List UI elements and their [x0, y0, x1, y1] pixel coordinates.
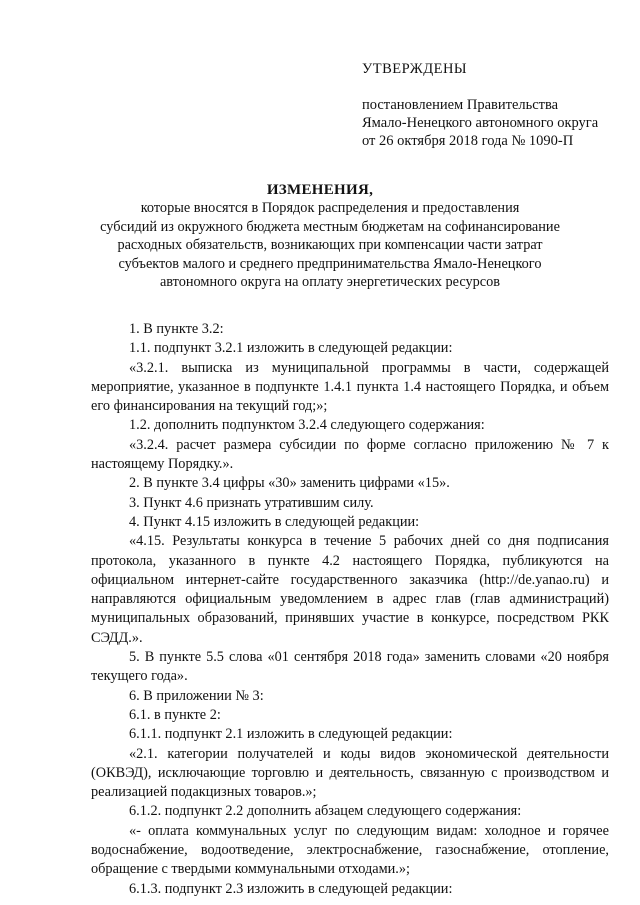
paragraph: 6.1.3. подпункт 2.3 изложить в следующей редакции: [129, 880, 453, 897]
approval-line-1: постановлением Правительства [362, 97, 559, 113]
subtitle-line: автономного округа на оплату энергетических ресурсов [159, 274, 501, 290]
paragraph: «- оплата коммунальных услуг по следующим видам: холодное и горячее водоснабжение, водоотведение, электроснабжение, газоснабжение, отопление, обращение с твердыми коммунальными отходами.»; [91, 822, 609, 878]
paragraph: «3.2.4. расчет размера субсидии по форме согласно приложению № 7 к настоящему Порядку.». [91, 436, 609, 473]
document-subtitle [100, 199, 560, 292]
approval-line-3: от 26 октября 2018 года № 1090-П [362, 133, 574, 149]
paragraph: 5. В пункте 5.5 слова «01 сентября 2018 года» заменить словами «20 ноября текущего года». [91, 649, 609, 685]
approval-title: УТВЕРЖДЕНЫ [362, 61, 468, 77]
paragraph: «3.2.1. выписка из муниципальной программы в части, содержащей мероприятие, указанное в подпункте 1.4.1 пункта 1.4 настоящего Порядка, и объем его финансирования на текущий год;»; [91, 359, 609, 415]
subtitle-line: расходных обязательств, возникающих при компенсации части затрат [117, 237, 543, 253]
paragraph: 6.1.1. подпункт 2.1 изложить в следующей редакции: [129, 726, 453, 743]
paragraph: 1.1. подпункт 3.2.1 изложить в следующей редакции: [129, 340, 453, 357]
subtitle-line: которые вносятся в Порядок распределения и предоставления [140, 200, 520, 216]
paragraph: 6. В приложении № 3: [129, 687, 264, 704]
paragraph: 6.1.2. подпункт 2.2 дополнить абзацем следующего содержания: [129, 803, 522, 820]
paragraph: «2.1. категории получателей и коды видов экономической деятельности (ОКВЭД), исключающие торговлю и деятельность, связанную с производством и реализацией подакцизных товаров.»; [91, 745, 609, 801]
paragraph: 1. В пункте 3.2: [129, 321, 224, 337]
approval-line-2: Ямало-Ненецкого автономного округа [362, 115, 599, 131]
paragraph: 2. В пункте 3.4 цифры «30» заменить цифрами «15». [129, 475, 450, 492]
paragraph: «4.15. Результаты конкурса в течение 5 рабочих дней со дня подписания протокола, указанного в пункте 4.2 настоящего Порядка, публикуются на официальном интернет-сайте государственного заказчика (http://de.yanao.ru) и направляются официальным уведомлением в адрес глав (глав администраций) муниципальных образований, принявших участие в конкурсе, посредством РКК СЭДД.». [91, 533, 609, 646]
document-heading: ИЗМЕНЕНИЯ, [266, 182, 374, 198]
paragraph: 4. Пункт 4.15 изложить в следующей редакции: [129, 513, 420, 530]
paragraph: 6.1. в пункте 2: [129, 706, 221, 723]
subtitle-line: субъектов малого и среднего предпринимательства Ямало-Ненецкого [118, 255, 542, 272]
paragraph: 1.2. дополнить подпунктом 3.2.4 следующего содержания: [129, 417, 485, 434]
subtitle-line: субсидий из окружного бюджета местным бюджетам на софинансирование [100, 218, 560, 235]
document-body [91, 320, 609, 899]
paragraph: 3. Пункт 4.6 признать утратившим силу. [129, 494, 374, 511]
